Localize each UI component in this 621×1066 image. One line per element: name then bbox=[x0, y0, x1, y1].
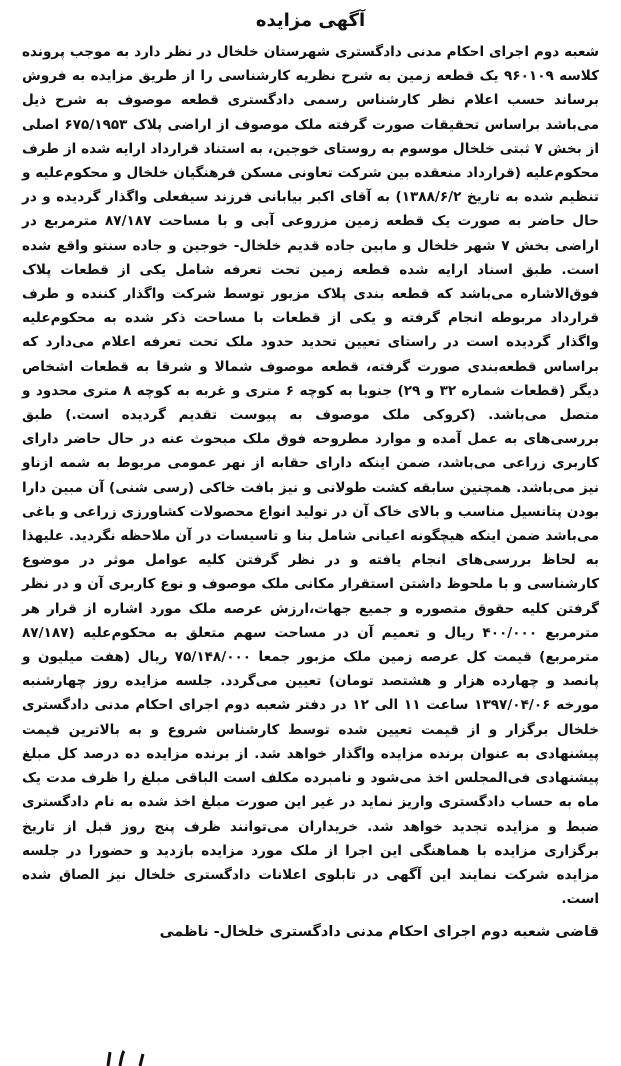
notice-body: شعبه دوم اجرای احکام مدنی دادگستری شهرستان خلخال در نظر دارد به موجب پرونده کلاسه ۹۶۰۱۰۹ یک قطعه زمین به شرح نظریه کارشناسی را از طریق مزایده به فروش برساند حسب اعلام نظر کارشناس رسمی دادگستری قطعه موصوف به شرح ذیل می‌باشد براساس تحقیقات صورت گرفته ملک موصوف از اراضی پلاک ۶۷۵/۱۹۵۳ اصلی از بخش ۷ ثبتی خلخال موسوم به روستای خوجین، به استناد قرارداد ارایه شده از طرف محکوم‌علیه (قرارداد منعقده بین شرکت تعاونی مسکن فرهنگیان خلخال و محکوم‌علیه و تنظیم شده به تاریخ ۱۳۸۸/۶/۲) به آقای اکبر بیابانی فرزند سیفعلی واگذار گردیده و در حال حاضر به صورت یک قطعه زمین مزروعی آبی و با مساحت ۸۷/۱۸۷ مترمربع در اراضی بخش ۷ شهر خلخال و مابین جاده قدیم خلخال- خوجین و جاده سنتو واقع شده است. طبق اسناد ارایه شده قطعه زمین تحت تعرفه شامل یکی از قطعات پلاک فوق‌الاشاره می‌باشد که قطعه بندی پلاک مزبور توسط شرکت واگذار کننده و طرف قرارداد مربوطه انجام گرفته و یکی از قطعات با مساحت ذکر شده به محکوم‌علیه واگذار گردیده است در راستای تعیین تحدید حدود ملک تحت تعرفه اعلام می‌دارد که براساس قطعه‌بندی صورت گرفته، قطعه موصوف شمالا و شرقا به قطعات اشخاص دیگر (قطعات شماره ۳۲ و ۲۹) جنوبا به کوچه ۶ متری و غربه به کوچه ۸ متری محدود و متصل می‌باشد. (کروکی ملک موصوف به پیوست تقدیم گردیده است.) طبق بررسی‌های به عمل آمده و موارد مطروحه فوق ملک مبحوث عنه در حال حاضر دارای کاربری زراعی می‌باشد، ضمن اینکه دارای حقابه از نهر عمومی مربوط به شمه ازناو نیز می‌باشد. همچنین سابقه کشت طولانی و نیز بافت خاکی (رسی شنی) آن مبین دارا بودن پتانسیل مناسب و بالای خاک آن در تولید انواع محصولات کشاورزی زراعی و باغی می‌باشد ضمن اینکه هیچگونه اعیانی شامل بنا و تاسیسات در آن ملاحظه نگردید. علیهذا به لحاظ بررسی‌های انجام یافته و در نظر گرفتن کلیه عوامل موثر در موضوع کارشناسی و با ملحوظ داشتن استقرار مکانی ملک موصوف و نوع کاربری آن و در نظر گرفتن کلیه حقوق متصوره و جمیع جهات،ارزش عرصه ملک مورد اشاره از قرار هر مترمربع ۴۰۰/۰۰۰ ریال و تعمیم آن در مساحت سهم متعلق به محکوم‌علیه (۸۷/۱۸۷ مترمربع) قیمت کل عرصه زمین ملک مزبور جمعا ۷۵/۱۴۸/۰۰۰ ریال (هفت میلیون و پانصد و چهارده هزار و هشتصد تومان) تعیین می‌گردد. جلسه مزایده روز چهارشنبه مورخه ۱۳۹۷/۰۴/۰۶ ساعت ۱۱ الی ۱۲ در دفتر شعبه دوم اجرای احکام مدنی دادگستری خلخال برگزار و از قیمت تعیین شده توسط کارشناس شروع و به بالاترین قیمت پیشنهادی به عنوان برنده مزایده واگذار خواهد شد. از برنده مزایده ده درصد کل مبلغ پیشنهادی فی‌المجلس اخذ می‌شود و نامبرده مکلف است الباقی مبلغ را ظرف مدت یک ماه به حساب دادگستری واریز نماید در غیر این صورت مبلغ اخذ شده به نام دادگستری ضبط و مزایده تجدید خواهد شد. خریداران می‌توانند ظرف پنج روز قبل از تاریخ برگزاری مزایده با هماهنگی این اجرا از ملک مورد مزایده بازدید و حضورا در جلسه مزایده شرکت نمایند این آگهی در تابلوی اعلانات دادگستری خلخال نیز الصاق شده است. bbox=[22, 44, 600, 908]
notice-title: آگهی مزایده bbox=[255, 10, 366, 31]
notice-signature: قاضی شعبه دوم اجرای احکام مدنی دادگستری خلخال- ناظمی bbox=[159, 924, 599, 941]
handwritten-signature-mark bbox=[100, 1048, 160, 1066]
